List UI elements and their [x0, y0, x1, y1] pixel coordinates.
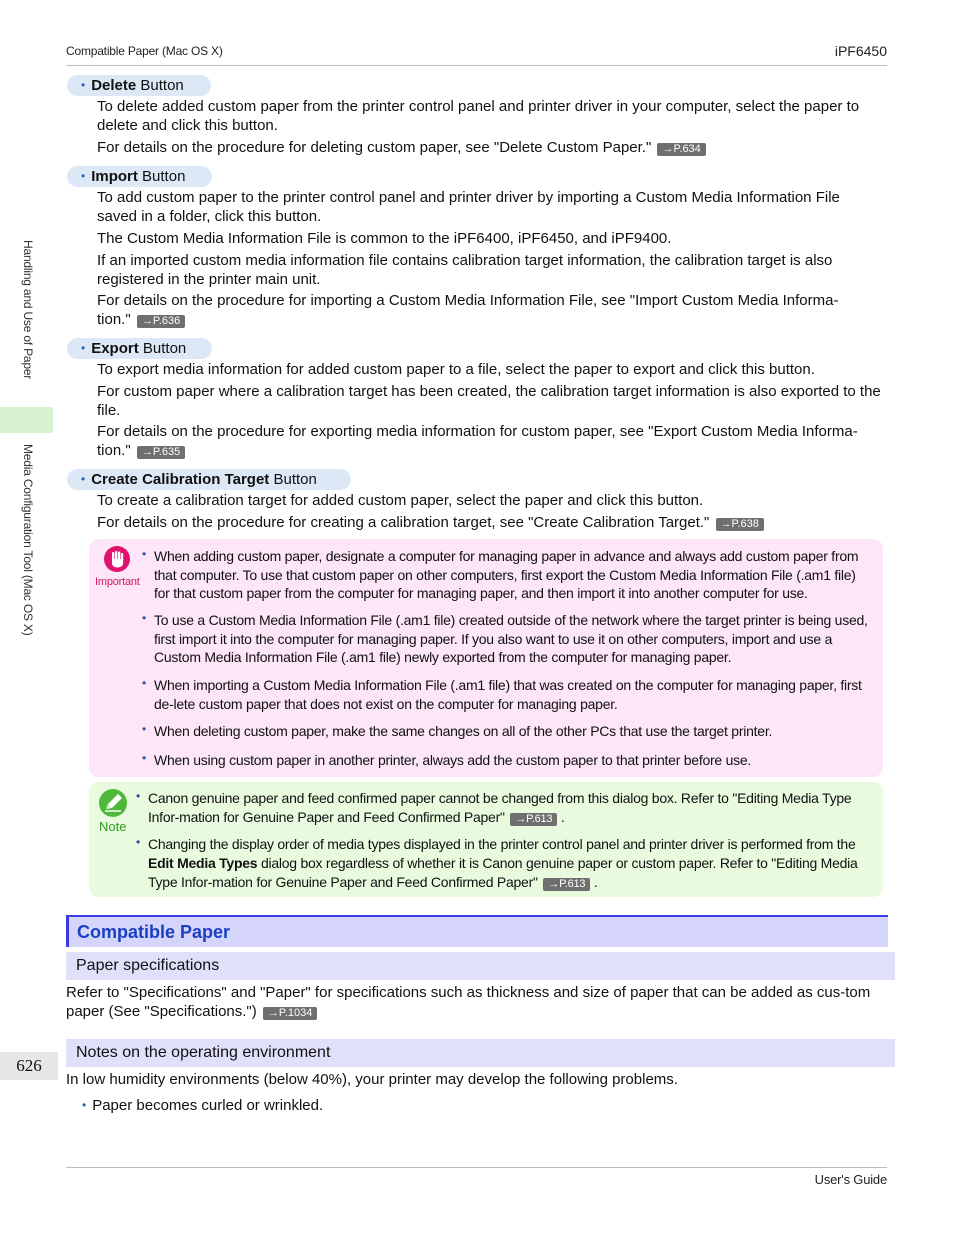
footer-divider	[66, 1167, 887, 1168]
paragraph: To export media information for added custom paper to a file, select the paper to export and click this button.	[97, 361, 815, 378]
heading-rest: Button	[137, 168, 186, 185]
paragraph-text: For details on the procedure for deleting custom paper, see "Delete Custom Paper."	[97, 139, 652, 156]
section-title-bar	[66, 915, 888, 947]
note-item	[148, 835, 873, 892]
paragraph: For custom paper where a calibration target has been created, the calibration target information is also exported to the file.	[97, 383, 881, 419]
heading-bold: Delete	[91, 77, 137, 94]
paragraph: To delete added custom paper from the printer control panel and printer driver in your computer, select the paper to delete and click this button.	[97, 98, 860, 134]
bullet-icon: •	[142, 611, 147, 625]
paragraph: The Custom Media Information File is common to the iPF6400, iPF6450, and iPF9400.	[97, 230, 672, 247]
bullet-icon: •	[81, 78, 86, 92]
note-item-text: Canon genuine paper and feed confirmed paper cannot be changed from this dialog box. Refer to "Editing Media Type Infor-mation for Genuine Paper and Feed Confirmed Paper"	[148, 790, 852, 825]
page-reference-link[interactable]: →P.613	[543, 878, 590, 891]
side-tab-handling-paper[interactable]: Handling and Use of Paper	[21, 240, 35, 380]
paragraph: To add custom paper to the printer control panel and printer driver by importing a Custom Media Information File saved in a folder, click this button.	[97, 189, 840, 225]
heading-rest: Button	[136, 77, 184, 94]
page-reference-link[interactable]: →P.638	[716, 518, 764, 531]
paragraph-with-link	[97, 291, 872, 329]
list-item-text: Paper becomes curled or wrinkled.	[92, 1097, 324, 1114]
side-tab-active-marker	[0, 407, 53, 433]
paragraph-with-link	[97, 138, 889, 157]
important-item: When adding custom paper, designate a computer for managing paper in advance and always add custom paper from that computer. To use that custom paper on other computers, first export the Custom Media Information File (.am1 file) for that custom paper from the computer for managing paper, and then import it into another computer for use.	[154, 548, 859, 601]
section-title: Compatible Paper	[77, 922, 231, 942]
note-item-text: dialog box regardless of whether it is Canon genuine paper or custom paper. Refer to "Editing Media Type Infor-mation for Genuine Paper and Feed Confirmed Paper"	[148, 855, 858, 890]
heading-rest: Button	[138, 340, 187, 357]
page-reference-link[interactable]: →P.635	[137, 446, 185, 459]
paragraph: In low humidity environments (below 40%), your printer may develop the following problems.	[66, 1071, 678, 1088]
heading-bold: Create Calibration Target	[91, 471, 270, 488]
paragraph-with-link	[97, 513, 889, 532]
side-tab-media-config-tool[interactable]: Media Configuration Tool (Mac OS X)	[21, 444, 35, 636]
note-item-end: .	[560, 809, 565, 825]
bullet-icon: •	[142, 547, 147, 561]
heading-bold: Import	[91, 168, 138, 185]
important-label: Important	[95, 576, 140, 588]
bullet-icon: •	[81, 472, 86, 486]
subheading-paper-specifications: Paper specifications	[66, 952, 895, 980]
heading-import-button	[67, 166, 212, 187]
note-pencil-icon	[99, 789, 127, 817]
note-label: Note	[99, 819, 127, 834]
page-reference-link[interactable]: →P.634	[657, 143, 705, 156]
header-divider	[66, 65, 887, 66]
bullet-icon: •	[81, 169, 86, 183]
bullet-icon: •	[136, 789, 141, 803]
note-item-end: .	[593, 874, 598, 890]
edit-media-types-term: Edit Media Types	[148, 855, 258, 871]
subheading-operating-environment: Notes on the operating environment	[66, 1039, 895, 1067]
bullet-icon: •	[142, 676, 147, 690]
important-item: When using custom paper in another printer, always add the custom paper to that printer before use.	[154, 752, 752, 768]
bullet-icon: •	[142, 751, 147, 765]
heading-rest: Button	[269, 471, 317, 488]
heading-delete-button	[67, 75, 211, 96]
important-hand-icon	[104, 546, 130, 572]
paragraph-with-link	[97, 422, 872, 460]
page-number: 626	[0, 1052, 58, 1080]
paragraph: To create a calibration target for added custom paper, select the paper and click this button.	[97, 492, 704, 509]
paragraph-text: For details on the procedure for creating a calibration target, see "Create Calibration Target."	[97, 514, 710, 531]
running-header-title: Compatible Paper (Mac OS X)	[66, 44, 223, 58]
footer-guide-title: User's Guide	[814, 1172, 887, 1187]
paragraph-with-link	[66, 983, 881, 1021]
heading-bold: Export	[91, 340, 139, 357]
page-reference-link[interactable]: →P.613	[510, 813, 557, 826]
paragraph-text: For details on the procedure for exporting media information for custom paper, see "Export Custom Media Informa-tion."	[97, 423, 858, 459]
bullet-icon: •	[142, 722, 147, 736]
important-item: When importing a Custom Media Information File (.am1 file) that was created on the computer for managing paper, first de-lete custom paper that does not exist on the computer for managing paper.	[154, 677, 862, 712]
important-item: When deleting custom paper, make the same changes on all of the other PCs that use the target printer.	[154, 723, 773, 739]
heading-create-calibration-target-button	[67, 469, 351, 490]
list-item	[82, 1097, 323, 1114]
heading-export-button	[67, 338, 212, 359]
bullet-icon: •	[136, 835, 141, 849]
important-item: To use a Custom Media Information File (.am1 file) created outside of the network where the target printer is being used, first import it into the computer for managing paper. If you also want to use it on other computers, import and use a Custom Media Information File (.am1 file) newly exported from the computer for managing paper.	[154, 612, 868, 665]
paragraph-text: Refer to "Specifications" and "Paper" for specifications such as thickness and size of paper that can be added as cus-tom paper (See "Specifications.")	[66, 984, 871, 1020]
paragraph-text: For details on the procedure for importing a Custom Media Information File, see "Import Custom Media Informa-tion."	[97, 292, 839, 328]
page-reference-link[interactable]: →P.1034	[263, 1007, 317, 1020]
paragraph: If an imported custom media information file contains calibration target information, the calibration target is also registered in the printer main unit.	[97, 252, 833, 288]
running-header-model: iPF6450	[834, 43, 887, 59]
note-item	[148, 789, 866, 827]
bullet-icon: •	[82, 1098, 87, 1112]
page-reference-link[interactable]: →P.636	[137, 315, 185, 328]
bullet-icon: •	[81, 341, 86, 355]
note-item-text: Changing the display order of media types displayed in the printer control panel and printer driver is performed from the	[148, 836, 856, 852]
